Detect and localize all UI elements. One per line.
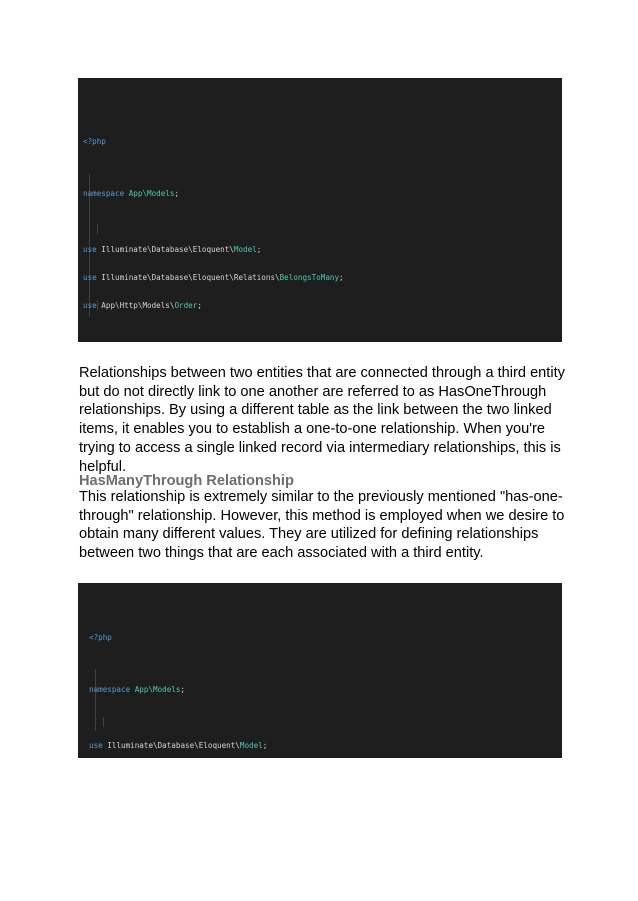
indent-guide [97, 224, 98, 234]
indent-guide [103, 717, 104, 727]
paragraph-has-one-through: Relationships between two entities that are connected through a third entity but do not directly link to one another are referred to as HasOneThrough relationships. By using a different table as the link between the two linked items, it enables you to establish a one-to-one relationship. When you're trying to access a single linked record via intermediary relationships, this is helpful. [79, 365, 565, 475]
section-heading: HasManyThrough Relationship [79, 473, 294, 489]
paragraph-has-many-through: This relationship is extremely similar to the previously mentioned "has-one-through" relationship. However, this method is employed when we desire to obtain many different values. They are utilized for defining relationships between two things that are each associated with a third entity. [79, 489, 565, 562]
code-line: <?php [83, 137, 106, 147]
code-line: <?php [89, 633, 112, 643]
code-line: namespace App\Models; [89, 684, 186, 694]
code-line: use Illuminate\Database\Eloquent\Relations\BelongsToMany; [83, 273, 344, 283]
code-line: use App\Http\Models\Order; [83, 301, 202, 311]
code-line: namespace App\Models; [83, 188, 180, 198]
code-snippet-user-model [78, 78, 562, 342]
code-line: use Illuminate\Database\Eloquent\Model; [83, 244, 262, 254]
indent-guide [95, 669, 96, 731]
code-line: use Illuminate\Database\Eloquent\Model; [89, 740, 268, 750]
code-snippet-mechanic-model [78, 583, 562, 758]
